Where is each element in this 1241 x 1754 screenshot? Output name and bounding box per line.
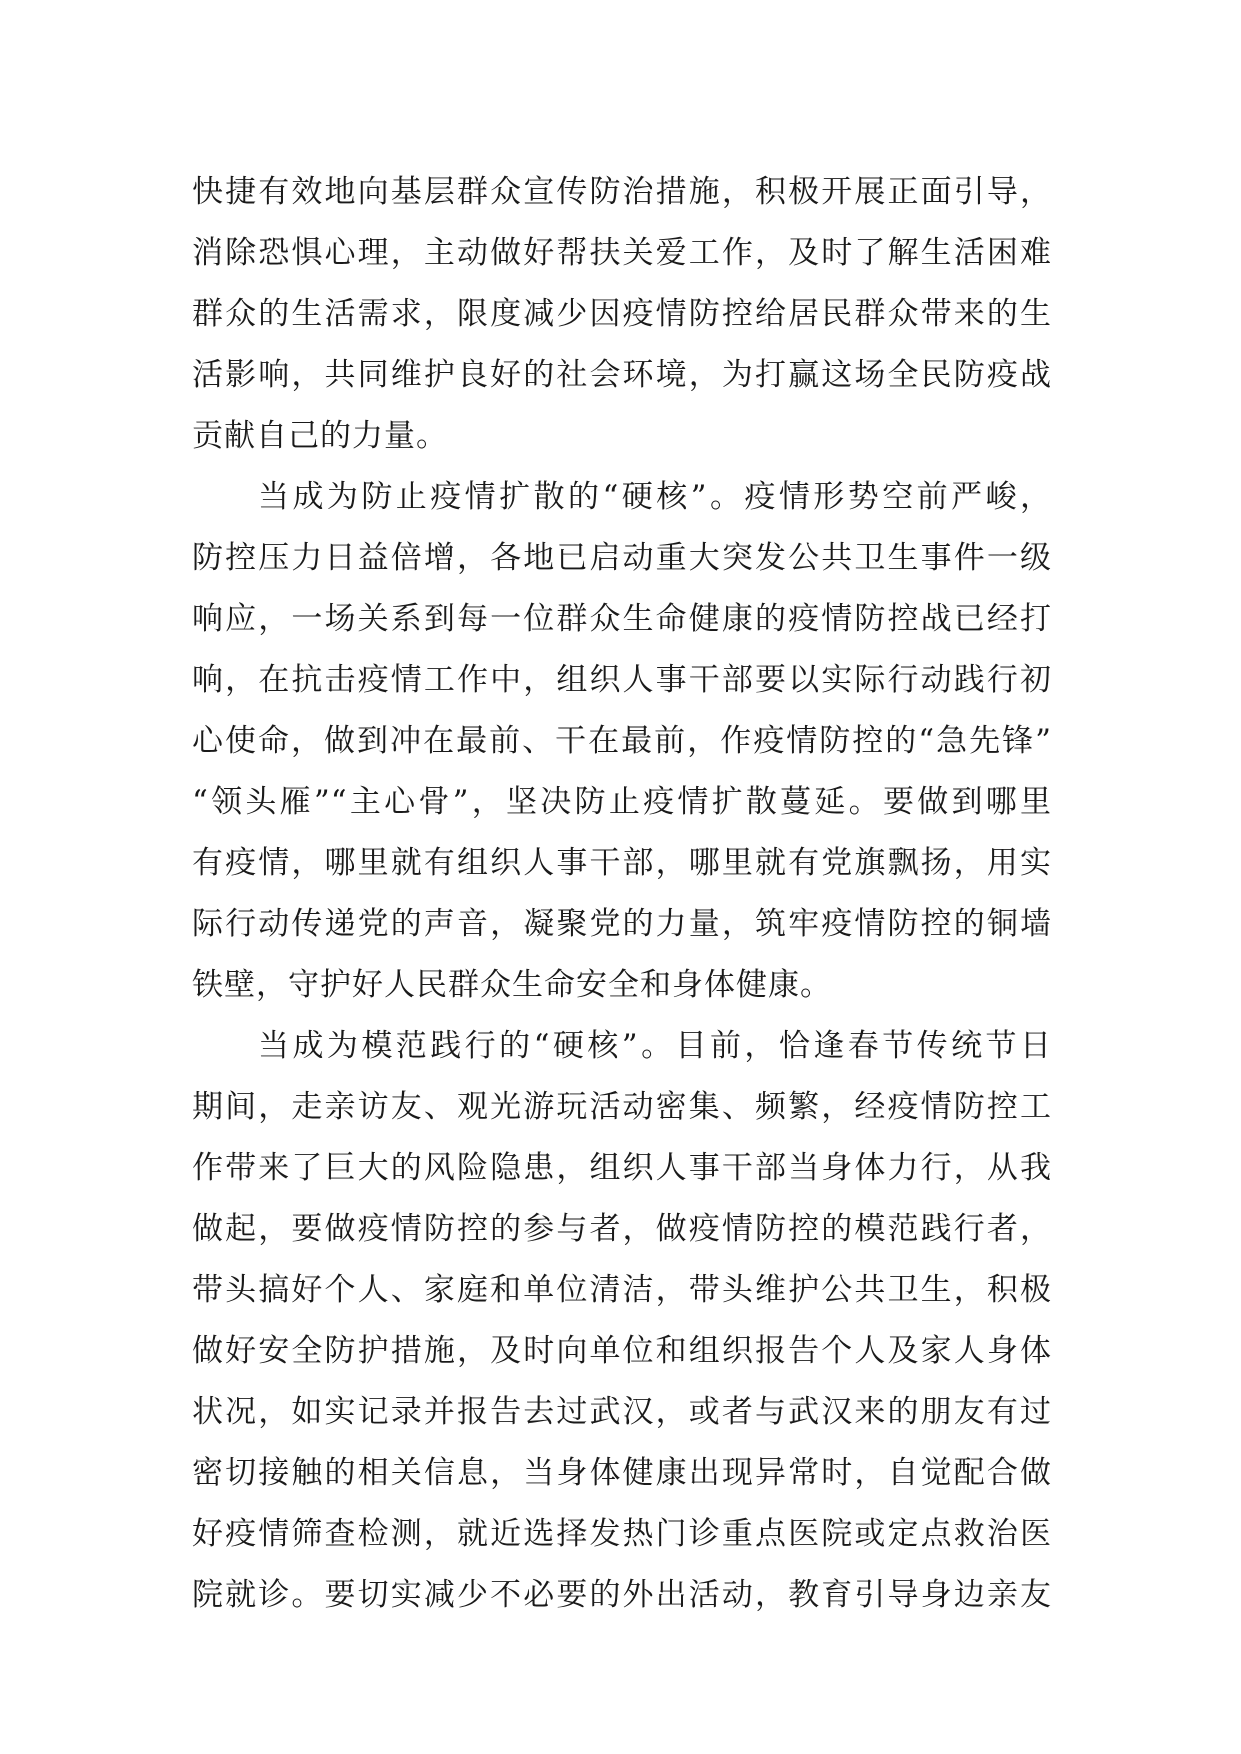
text-line: 心使命，做到冲在最前、干在最前，作疫情防控的“急先锋” bbox=[192, 723, 1052, 759]
text-line: 响，在抗击疫情工作中，组织人事干部要以实际行动践行初 bbox=[192, 662, 1052, 698]
text-line: 群众的生活需求，限度减少因疫情防控给居民群众带来的生 bbox=[192, 296, 1052, 332]
text-line: “领头雁”“主心骨”，坚决防止疫情扩散蔓延。要做到哪里 bbox=[192, 784, 1052, 820]
text-line: 做起，要做疫情防控的参与者，做疫情防控的模范践行者， bbox=[192, 1211, 1052, 1247]
text-line: 院就诊。要切实减少不必要的外出活动，教育引导身边亲友 bbox=[192, 1577, 1052, 1613]
text-line: 密切接触的相关信息，当身体健康出现异常时，自觉配合做 bbox=[192, 1455, 1052, 1491]
paragraph bbox=[192, 1016, 1052, 1626]
text-line: 带头搞好个人、家庭和单位清洁，带头维护公共卫生，积极 bbox=[192, 1272, 1052, 1308]
text-line: 状况，如实记录并报告去过武汉，或者与武汉来的朋友有过 bbox=[192, 1394, 1052, 1430]
text-line: 防控压力日益倍增，各地已启动重大突发公共卫生事件一级 bbox=[192, 540, 1052, 576]
text-line: 做好安全防护措施，及时向单位和组织报告个人及家人身体 bbox=[192, 1333, 1052, 1369]
text-line: 活影响，共同维护良好的社会环境，为打赢这场全民防疫战 bbox=[192, 357, 1052, 393]
paragraph bbox=[192, 467, 1052, 1016]
text-line: 当成为模范践行的“硬核”。目前，恰逢春节传统节日 bbox=[258, 1028, 1052, 1064]
text-line: 铁壁，守护好人民群众生命安全和身体健康。 bbox=[192, 967, 832, 1003]
text-line: 响应，一场关系到每一位群众生命健康的疫情防控战已经打 bbox=[192, 601, 1052, 637]
text-line: 作带来了巨大的风险隐患，组织人事干部当身体力行，从我 bbox=[192, 1150, 1052, 1186]
paragraph bbox=[192, 162, 1052, 467]
text-line: 好疫情筛查检测，就近选择发热门诊重点医院或定点救治医 bbox=[192, 1516, 1052, 1552]
text-line: 期间，走亲访友、观光游玩活动密集、频繁，经疫情防控工 bbox=[192, 1089, 1052, 1125]
text-line: 快捷有效地向基层群众宣传防治措施，积极开展正面引导， bbox=[192, 174, 1052, 210]
text-line: 贡献自己的力量。 bbox=[192, 418, 448, 454]
text-line: 际行动传递党的声音，凝聚党的力量，筑牢疫情防控的铜墙 bbox=[192, 906, 1052, 942]
text-line: 有疫情，哪里就有组织人事干部，哪里就有党旗飘扬，用实 bbox=[192, 845, 1052, 881]
text-line: 消除恐惧心理，主动做好帮扶关爱工作，及时了解生活困难 bbox=[192, 235, 1052, 271]
text-line: 当成为防止疫情扩散的“硬核”。疫情形势空前严峻， bbox=[258, 479, 1052, 515]
body-text bbox=[192, 162, 1052, 1626]
